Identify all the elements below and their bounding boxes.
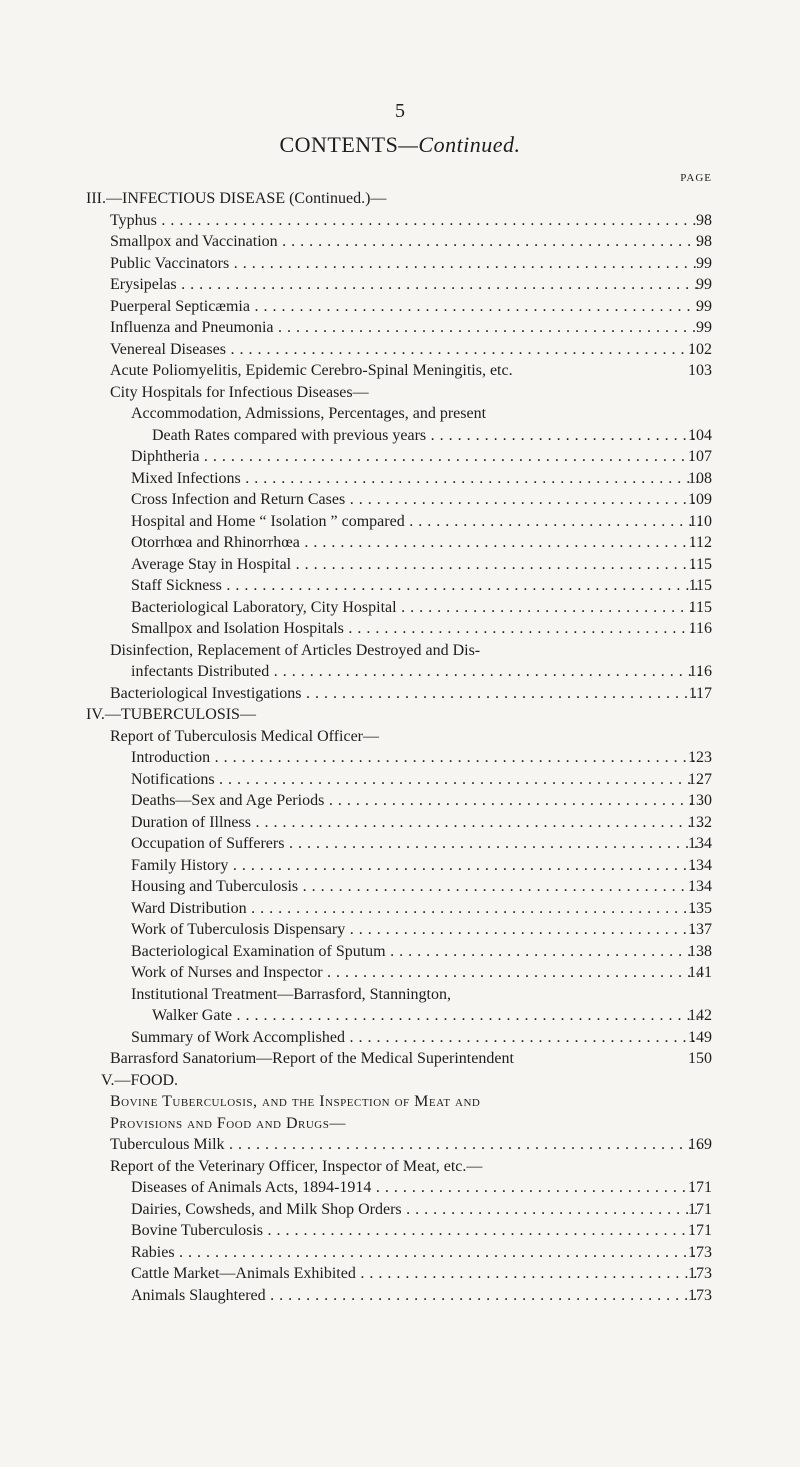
toc-entry-title: IV.—TUBERCULOSIS— [86,706,256,723]
toc-entry-title: Occupation of Sufferers . . . [131,833,700,855]
toc-entry-title: Cross Infection and Return Cases . . . [131,489,700,511]
toc-entry-title: Smallpox and Vaccination . . . [110,231,700,253]
toc-entry-title: Deaths—Sex and Age Periods . . . [131,790,700,812]
toc-entry-page: 130 [688,792,712,809]
toc-entry-title: Family History . . . [131,855,700,877]
toc-entry-page: 112 [688,534,712,551]
toc-entry [0,317,800,339]
toc-entry-title: Death Rates compared with previous years . . . [152,425,700,447]
toc-entry-title: Work of Nurses and Inspector . . . [131,962,700,984]
toc-entry-page: 132 [688,813,712,831]
toc-entry [0,726,800,748]
toc-entry [0,403,800,425]
toc-entry [0,1134,800,1156]
toc-entry-title: Venereal Diseases . . . [110,339,700,361]
toc-entry [0,360,800,382]
toc-entry-title: Barrasford Sanatorium—Report of the Medical Superintendent [110,1050,514,1067]
toc-entry-page: 98 [696,211,712,229]
toc-entry-title: Tuberculous Milk . . . [110,1134,700,1156]
toc-entry [0,898,800,920]
toc-entry-page: 107 [688,448,712,465]
toc-entry-title: V.—FOOD. [101,1071,179,1089]
toc-entry-title: Typhus . . . [110,210,700,232]
toc-entry-page: 171 [688,1200,712,1218]
toc-entry [0,210,800,232]
toc-entry-title: Bacteriological Examination of Sputum . . . [131,941,700,963]
toc-entry-page: 99 [696,319,712,336]
toc-entry [0,1285,800,1307]
toc-entry-title: Mixed Infections . . . [131,468,700,490]
toc-entry-page: 99 [696,254,712,272]
toc-entry [0,1220,800,1242]
toc-entry [0,1113,800,1135]
toc-entry [0,296,800,318]
toc-entry-title: Summary of Work Accomplished . . . [131,1027,700,1049]
toc-entry-title: Report of the Veterinary Officer, Inspector of Meat, etc.— [110,1157,483,1175]
toc-entry [0,876,800,898]
toc-entry-title: Smallpox and Isolation Hospitals . . . [131,618,700,640]
title-text: CONTENTS [279,132,399,157]
toc-entry [0,575,800,597]
toc-entry-page: 109 [688,491,712,508]
toc-entry-page: 149 [688,1028,712,1046]
contents-title [0,132,800,158]
toc-entry-title: Staff Sickness . . . [131,575,700,597]
toc-entry [0,1199,800,1221]
toc-entry-page: 99 [696,297,712,315]
toc-entry [0,1263,800,1285]
title-continued: —Continued. [398,132,521,157]
toc-entry-page: 150 [688,1050,712,1067]
toc-entry [0,489,800,511]
toc-entry-page: 115 [688,555,712,573]
toc-entry-title: Dairies, Cowsheds, and Milk Shop Orders . . . [131,1199,700,1221]
page-column-label: PAGE [680,172,712,184]
toc-entry [0,833,800,855]
toc-entry-title: Institutional Treatment—Barrasford, Stannington, [131,985,451,1003]
toc-entry [0,941,800,963]
toc-entry-page: 171 [688,1179,712,1196]
toc-entry-title: Influenza and Pneumonia . . . [110,317,700,339]
toc-entry-page: 110 [688,512,712,530]
toc-entry [0,661,800,683]
toc-entry [0,984,800,1006]
toc-entry [0,339,800,361]
toc-entry [0,511,800,533]
toc-entry [0,425,800,447]
toc-entry-title: Bovine Tuberculosis . . . [131,1220,700,1242]
toc-entry-title: Otorrhœa and Rhinorrhœa . . . [131,532,700,554]
toc-entry-page: 123 [688,749,712,766]
toc-entry [0,1048,800,1070]
toc-entry-title: Cattle Market—Animals Exhibited . . . [131,1263,700,1285]
toc-entry-title: Average Stay in Hospital . . . [131,554,700,576]
toc-entry-title: Bacteriological Laboratory, City Hospital . . . [131,597,700,619]
toc-entry-page: 173 [688,1265,712,1282]
toc-entry [0,231,800,253]
toc-entry [0,468,800,490]
toc-entry-title: Public Vaccinators . . . [110,253,700,275]
toc-entry [0,1027,800,1049]
toc-entry-page: 173 [688,1243,712,1261]
toc-entry [0,640,800,662]
toc-entry-page: 104 [688,426,712,444]
toc-entry-title: Acute Poliomyelitis, Epidemic Cerebro-Spinal Meningitis, etc. [110,362,513,379]
toc-entry [0,253,800,275]
toc-entry-title: Accommodation, Admissions, Percentages, and present [131,405,487,422]
toc-entry [0,1091,800,1113]
toc-entry-title: Diseases of Animals Acts, 1894-1914 . . . [131,1177,700,1199]
toc-entry-title: Bovine Tuberculosis, and the Inspection of Meat and [110,1093,481,1110]
toc-entry-title: Animals Slaughtered . . . [131,1285,700,1307]
toc-entry [0,704,800,726]
toc-entry-page: 135 [688,899,712,917]
toc-entry-page: 117 [688,684,712,702]
toc-entry-page: 134 [688,835,712,852]
toc-entry [0,274,800,296]
toc-entry-title: Notifications . . . [131,769,700,791]
toc-entry-title: Housing and Tuberculosis . . . [131,876,700,898]
toc-entry-page: 99 [696,276,712,293]
toc-entry-title: Report of Tuberculosis Medical Officer— [110,727,379,745]
toc-entry [0,1242,800,1264]
toc-entry [0,1070,800,1092]
toc-entry-page: 103 [688,362,712,379]
toc-entry-page: 115 [688,577,712,594]
toc-entry [0,446,800,468]
toc-entry-page: 116 [688,663,712,680]
toc-entry [0,188,800,210]
toc-entry-page: 138 [688,942,712,960]
toc-entry-title: infectants Distributed . . . [131,661,700,683]
toc-entry [0,382,800,404]
toc-entry-page: 171 [688,1222,712,1239]
toc-entry-page: 173 [688,1286,712,1304]
toc-entry-title: City Hospitals for Infectious Diseases— [110,383,369,401]
toc-entry [0,812,800,834]
toc-entry-page: 141 [688,964,712,981]
toc-entry-title: Puerperal Septicæmia . . . [110,296,700,318]
toc-entry-page: 115 [688,598,712,616]
toc-entry-title: Hospital and Home “ Isolation ” compared . . . [131,511,700,533]
toc-entry-title: Bacteriological Investigations . . . [110,683,700,705]
toc-entry [0,1005,800,1027]
toc-entry-title: Disinfection, Replacement of Articles Destroyed and Dis- [110,641,481,659]
toc-entry-title: Erysipelas . . . [110,274,700,296]
toc-entry-title: Provisions and Food and Drugs— [110,1114,346,1132]
toc-entry-page: 137 [688,921,712,938]
toc-entry-title: III.—INFECTIOUS DISEASE (Continued.)— [86,190,387,207]
page-number: 5 [395,100,405,122]
toc-entry [0,919,800,941]
toc-entry [0,683,800,705]
toc-entry-title: Rabies . . . [131,1242,700,1264]
toc-entry [0,790,800,812]
toc-entry [0,532,800,554]
toc-entry [0,962,800,984]
toc-entry-title: Diphtheria . . . [131,446,700,468]
toc-entry-title: Ward Distribution . . . [131,898,700,920]
toc-entry [0,747,800,769]
toc-entry [0,769,800,791]
toc-entry [0,1177,800,1199]
toc-entry-page: 98 [696,233,712,250]
table-of-contents [0,188,800,1306]
toc-entry [0,855,800,877]
toc-entry-page: 169 [688,1136,712,1153]
toc-entry-title: Duration of Illness . . . [131,812,700,834]
toc-entry [0,554,800,576]
toc-entry-page: 108 [688,469,712,487]
toc-entry-page: 116 [688,620,712,637]
toc-entry-page: 127 [688,770,712,788]
toc-entry [0,597,800,619]
toc-entry-page: 102 [688,340,712,358]
toc-entry [0,1156,800,1178]
toc-entry-page: 142 [688,1007,712,1024]
toc-entry-title: Introduction . . . [131,747,700,769]
toc-entry-title: Walker Gate . . . [152,1005,700,1027]
toc-entry-page: 134 [688,856,712,874]
toc-entry-page: 134 [688,878,712,895]
toc-entry-title: Work of Tuberculosis Dispensary . . . [131,919,700,941]
toc-entry [0,618,800,640]
